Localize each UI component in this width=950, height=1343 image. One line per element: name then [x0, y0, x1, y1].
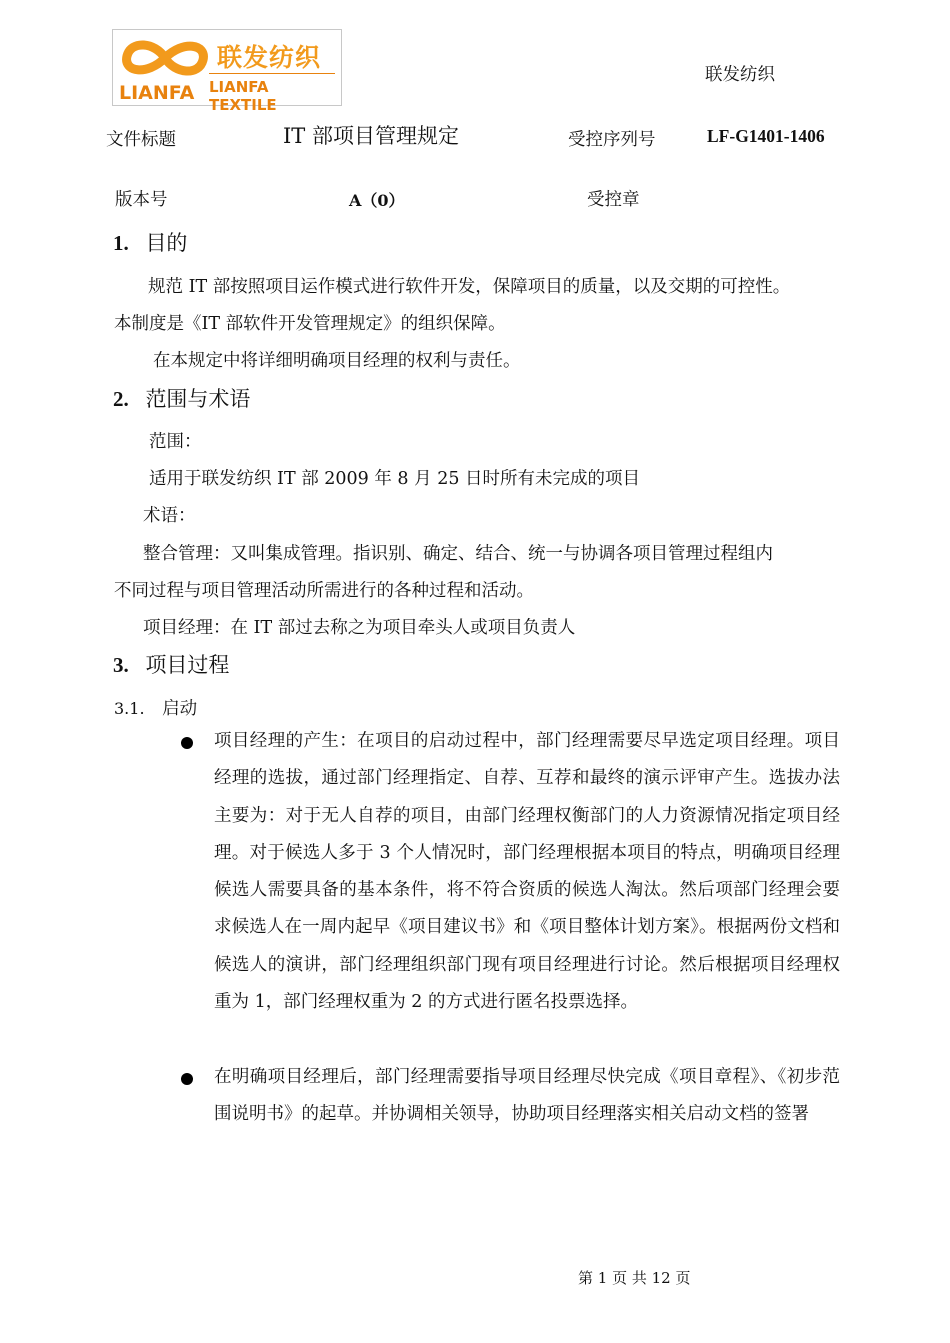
terms-label: 术语： [143, 506, 196, 526]
company-name: 联发纺织 [705, 65, 775, 85]
section-3-heading [113, 649, 229, 679]
section-1-paragraph-line2: 本制度是《IT 部软件开发管理规定》的组织保障。 [114, 314, 506, 334]
control-number-label: 受控序列号 [568, 130, 656, 150]
title-label: 文件标题 [106, 130, 176, 150]
infinity-logo-icon [117, 34, 213, 82]
section-1-heading [113, 227, 187, 257]
section-2-title: 范围与术语 [145, 387, 251, 411]
section-3-title: 项目过程 [145, 653, 230, 677]
page-number: 第 1 页 共 12 页 [578, 1269, 691, 1287]
subsection-3-1-number: 3.1. [114, 699, 145, 718]
version-value: A（0） [349, 191, 405, 210]
control-number-value: LF-G1401-1406 [707, 126, 825, 146]
logo-english-right: LIANFA TEXTILE [209, 78, 277, 114]
stamp-label: 受控章 [587, 190, 640, 210]
document-title: IT 部项目管理规定 [283, 124, 459, 148]
section-1-number: 1. [113, 231, 129, 255]
version-label: 版本号 [115, 190, 168, 210]
bullet-2-icon [181, 1073, 193, 1085]
section-1-paragraph-2: 在本规定中将详细明确项目经理的权利与责任。 [153, 351, 521, 371]
term-1-line1: 整合管理：又叫集成管理。指识别、确定、结合、统一与协调各项目管理过程组内 [143, 544, 773, 564]
logo-english-left: LIANFA [119, 82, 195, 104]
logo-chinese-text: 联发纺织 [217, 43, 322, 72]
scope-label: 范围： [149, 432, 202, 452]
section-1-title: 目的 [145, 231, 188, 255]
term-1-line2: 不同过程与项目管理活动所需进行的各种过程和活动。 [114, 581, 534, 601]
subsection-3-1-title: 启动 [162, 699, 198, 719]
term-2: 项目经理：在 IT 部过去称之为项目牵头人或项目负责人 [143, 618, 576, 638]
bullet-1-text: 项目经理的产生：在项目的启动过程中，部门经理需要尽早选定项目经理。项目经理的选拔，通过部门经理指定、自荐、互荐和最终的演示评审产生。选拔办法主要为：对于无人自荐的项目，由部门经理权衡部门的人力资源情况指定项目经理。对于候选人多于 3 个人情况时，部门经理根据本项目的特点，明确项目经理候选人需要具备的基本条件，将不符合资质的候选人淘汰。然后项部门经理会要求候选人在一周内起早《项目建议书》和《项目整体计划方案》。根据两份文档和候选人的演讲，部门经理组织部门现有项目经理进行讨论。然后根据项目经理权重为 1，部门经理权重为 2 的方式进行匿名投票选择。 [214, 731, 840, 1013]
bullet-1-icon [181, 737, 193, 749]
section-3-number: 3. [113, 653, 129, 677]
company-logo [112, 29, 342, 114]
section-1-paragraph-line1: 规范 IT 部按照项目运作模式进行软件开发，保障项目的质量，以及交期的可控性。 [148, 277, 791, 297]
section-2-number: 2. [113, 387, 129, 411]
scope-text: 适用于联发纺织 IT 部 2009 年 8 月 25 日时所有未完成的项目 [149, 469, 641, 489]
subsection-3-1-heading [114, 695, 197, 720]
bullet-2-text: 在明确项目经理后，部门经理需要指导项目经理尽快完成《项目章程》、《初步范围说明书》的起草。并协调相关领导，协助项目经理落实相关启动文档的签署 [214, 1067, 840, 1125]
logo-divider [209, 73, 335, 74]
section-2-heading [113, 383, 250, 413]
